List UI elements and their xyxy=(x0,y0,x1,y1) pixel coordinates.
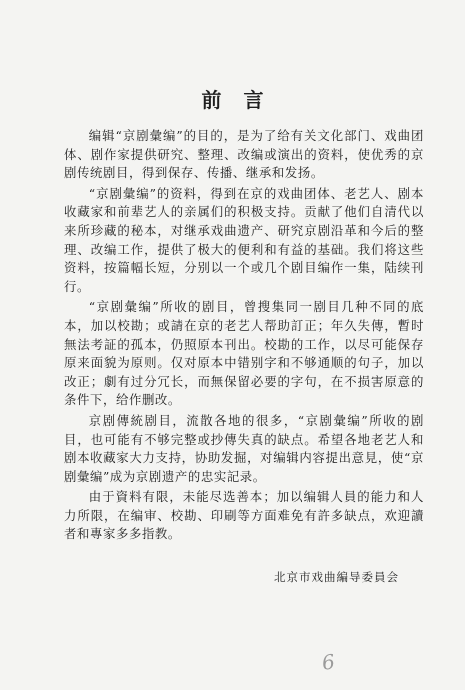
paragraph: 京剧傳統剧目，流散各地的很多，“京剧彙编”所收的剧目，也可能有不够完整或抄傳失真的缺点。希望各地老艺人和剧本收藏家大力支持，协助发掘，对编辑内容提出意見，使“京剧彙编”成为京剧遗产的忠实記录。 xyxy=(64,412,424,484)
paragraph: 由于資料有限，未能尽选善本；加以编辑人員的能力和人力所限，在编审、校勘、印刷等方面难免有許多缺点，欢迎讀者和專家多多指教。 xyxy=(64,489,424,542)
paragraph: “京剧彙编”所收的剧目，曾搜集同一剧目几种不同的底本，加以校勘；或請在京的老艺人帮助訂正；年久失傳，暫时無法考証的孤本，仍照原本刊出。校勘的工作，以尽可能保存原来面貌为原则。仅对原本中错别字和不够通顺的句子，加以改正；劇有过分冗长，而無保留必要的字句，在不损害原意的条件下，给作删改。 xyxy=(64,299,424,408)
page-mark: 6 xyxy=(320,649,337,675)
page-title: 前言 xyxy=(201,88,286,112)
signature: 北京市戏曲編导委員会 xyxy=(274,570,399,584)
paragraph: “京剧彙编”的资料，得到在京的戏曲团体、老艺人、剧本收藏家和前辈艺人的亲属们的积极支持。贡献了他们自清代以来所珍藏的秘本，对继承戏曲遗产、研究京剧沿革和今后的整理、改编工作，提供了极大的便利和有益的基础。我们将这些资料，按篇幅长短，分别以一个或几个剧目编作一集，陆续刊行。 xyxy=(64,185,424,294)
preface-body xyxy=(64,127,424,546)
paragraph: 编辑“京剧彙编”的目的，是为了给有关文化部门、戏曲团体、剧作家提供研究、整理、改编或演出的资料，使优秀的京剧传统剧目，得到保存、传播、继承和发扬。 xyxy=(64,128,424,181)
